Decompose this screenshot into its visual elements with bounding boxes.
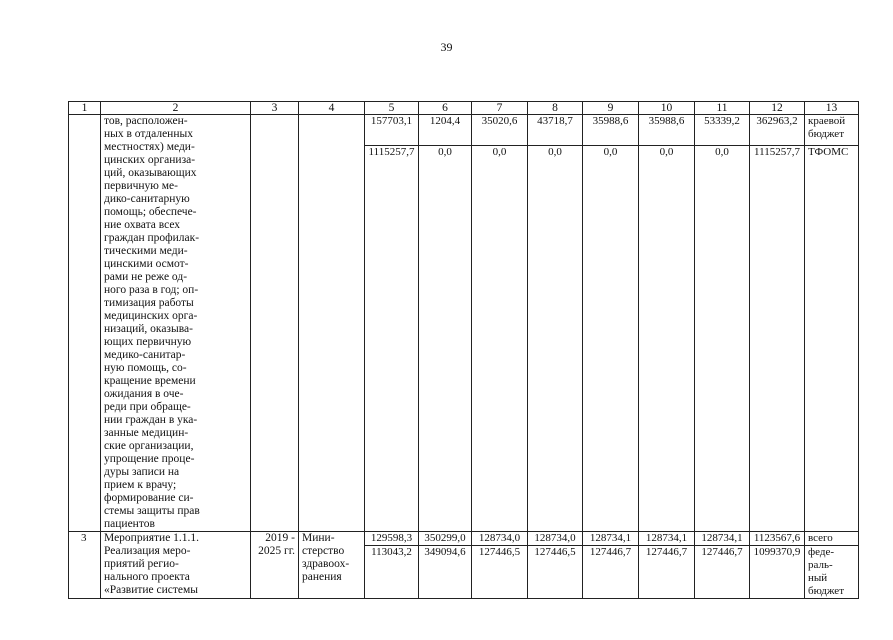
header-cell: 6 <box>419 102 472 115</box>
value-cell: 128734,0 <box>472 532 528 546</box>
value-cell: 53339,2 <box>695 115 750 146</box>
value-cell: 1123567,6 <box>750 532 805 546</box>
value-cell: 113043,2 <box>365 546 419 599</box>
page-number: 39 <box>440 40 453 54</box>
value-cell: 128734,1 <box>695 532 750 546</box>
header-cell: 2 <box>101 102 251 115</box>
value-cell: 0,0 <box>472 146 528 532</box>
value-cell: 127446,7 <box>695 546 750 599</box>
header-cell: 10 <box>639 102 695 115</box>
value-cell: 35988,6 <box>583 115 639 146</box>
value-cell: 157703,1 <box>365 115 419 146</box>
value-cell: 0,0 <box>639 146 695 532</box>
value-cell: 35020,6 <box>472 115 528 146</box>
funding-source: всего <box>805 532 859 546</box>
funding-source: ТФОМС <box>805 146 859 532</box>
value-cell: 350299,0 <box>419 532 472 546</box>
header-cell: 1 <box>69 102 101 115</box>
table-row <box>69 532 859 546</box>
executor-cell <box>299 532 365 599</box>
value-cell: 128734,1 <box>583 532 639 546</box>
value-cell: 1204,4 <box>419 115 472 146</box>
header-cell: 12 <box>750 102 805 115</box>
funding-source <box>805 546 859 599</box>
executor: Мини- стерство здравоох- ранения <box>302 532 350 583</box>
activity-description: Мероприятие 1.1.1. Реализация меро- приятий регио- нального проекта «Развитие системы <box>104 532 200 596</box>
period: 2019 - 2025 гг. <box>258 532 295 557</box>
activity-description: тов, расположен- ных в отдаленных местностях) меди- цинских организа- ций, оказывающих первичную ме- дико-санитарную помощь; обеспече- ние охвата всех граждан профилак- тическими меди- цинскими осмот- рами не реже од- ного раза в год; оп- тимизация работы медицинских орга- низаций, оказыва- ющих первичную медико-санитар- ную помощь, со- кращение времени ожидания в оче- реди при обраще- нии граждан в ука- занные медицин- ские организации, упрощение проце- дуры записи на прием к врачу; формирование си- стемы защиты прав пациентов <box>104 115 200 530</box>
period-cell <box>251 115 299 532</box>
header-cell: 9 <box>583 102 639 115</box>
header-cell: 5 <box>365 102 419 115</box>
value-cell: 0,0 <box>695 146 750 532</box>
table-row <box>69 115 859 146</box>
value-cell: 127446,5 <box>528 546 583 599</box>
value-cell: 129598,3 <box>365 532 419 546</box>
value-cell: 349094,6 <box>419 546 472 599</box>
row-number-cell: 3 <box>69 532 101 599</box>
budget-table <box>68 101 859 599</box>
value-cell: 362963,2 <box>750 115 805 146</box>
value-cell: 1115257,7 <box>750 146 805 532</box>
value-cell: 128734,1 <box>639 532 695 546</box>
funding-source: краевой бюджет <box>805 115 859 146</box>
activity-description-cell <box>101 532 251 599</box>
value-cell: 1115257,7 <box>365 146 419 532</box>
value-cell: 43718,7 <box>528 115 583 146</box>
value-cell: 127446,7 <box>639 546 695 599</box>
value-cell: 127446,7 <box>583 546 639 599</box>
period-cell <box>251 532 299 599</box>
funding-source-text: феде- раль- ный бюджет <box>808 546 844 597</box>
value-cell: 0,0 <box>419 146 472 532</box>
activity-description-cell <box>101 115 251 532</box>
header-cell: 3 <box>251 102 299 115</box>
row-number-cell <box>69 115 101 532</box>
value-cell: 0,0 <box>528 146 583 532</box>
value-cell: 127446,5 <box>472 546 528 599</box>
header-cell: 4 <box>299 102 365 115</box>
header-cell: 13 <box>805 102 859 115</box>
column-number-header <box>69 102 859 115</box>
value-cell: 1099370,9 <box>750 546 805 599</box>
header-cell: 11 <box>695 102 750 115</box>
header-cell: 8 <box>528 102 583 115</box>
executor-cell <box>299 115 365 532</box>
value-cell: 0,0 <box>583 146 639 532</box>
value-cell: 128734,0 <box>528 532 583 546</box>
header-cell: 7 <box>472 102 528 115</box>
value-cell: 35988,6 <box>639 115 695 146</box>
